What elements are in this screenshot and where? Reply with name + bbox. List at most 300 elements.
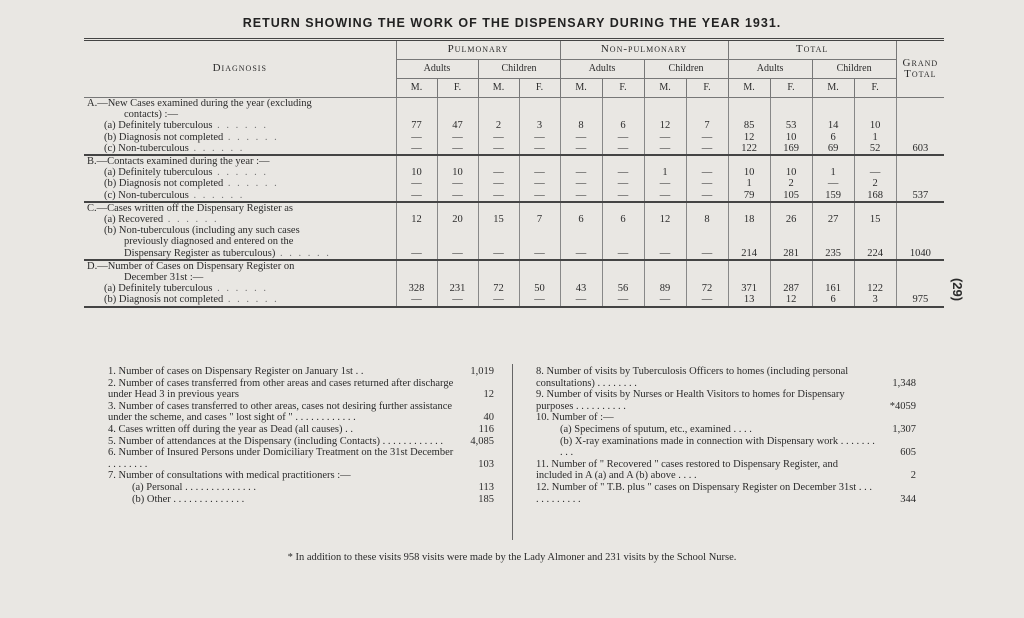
- table-cell: —: [478, 248, 519, 260]
- table-cell: [728, 260, 770, 272]
- table-cell: [686, 272, 728, 283]
- note-text: 12. Number of " T.B. plus " cases on Dispensary Register on December 31st . . . . . . . . . . . .: [536, 481, 872, 505]
- notes-left: [108, 366, 494, 505]
- table-cell: 168: [854, 190, 896, 202]
- table-cell: [728, 272, 770, 283]
- table-cell: 20: [437, 214, 478, 225]
- table-cell: 169: [770, 143, 812, 155]
- note-item: [536, 459, 916, 482]
- row-label-text: B.—Contacts examined during the year :—: [87, 156, 270, 168]
- table-cell: —: [396, 190, 437, 202]
- note-item: [536, 436, 916, 459]
- table-row: [84, 236, 944, 247]
- row-label: [84, 294, 396, 306]
- table-cell: [478, 202, 519, 214]
- row-label-text: Dispensary Register as tuberculous): [124, 247, 276, 259]
- table-cell: —: [437, 132, 478, 143]
- note-text: 9. Number of visits by Nurses or Health Visitors to homes for Dispensary purposes . . . . . . . . . .: [536, 389, 845, 412]
- header-f: F.: [770, 79, 812, 98]
- table-cell: [519, 260, 560, 272]
- table-cell: —: [560, 178, 602, 189]
- table-cell: 12: [644, 120, 686, 131]
- header-f: F.: [854, 79, 896, 98]
- table-cell: —: [396, 143, 437, 155]
- note-item: [536, 389, 916, 412]
- table-cell: [478, 98, 519, 110]
- table-cell: [770, 225, 812, 236]
- row-label-text: (c) Non-tuberculous: [104, 189, 189, 201]
- table-cell: [437, 260, 478, 272]
- row-label: [84, 248, 396, 260]
- table-cell: 1: [854, 132, 896, 143]
- header-grand-total: Grand Total: [896, 40, 944, 98]
- table-cell: [728, 202, 770, 214]
- table-cell: 50: [519, 283, 560, 294]
- table-cell: [854, 272, 896, 283]
- table-cell: —: [560, 167, 602, 178]
- leader-dots: . . . . . .: [223, 178, 279, 190]
- table-cell: —: [478, 132, 519, 143]
- table-row: [84, 190, 944, 202]
- table-cell: 122: [854, 283, 896, 294]
- row-label: [84, 272, 396, 283]
- table-cell: [396, 236, 437, 247]
- table-cell: [602, 272, 644, 283]
- note-text: 5. Number of attendances at the Dispensary (including Contacts) . . . . . . . . . . . .: [108, 435, 444, 447]
- table-cell: —: [602, 248, 644, 260]
- table-cell: [686, 260, 728, 272]
- table-cell: 161: [812, 283, 854, 294]
- table-cell: 79: [728, 190, 770, 202]
- table-cell: 85: [728, 120, 770, 131]
- table-cell: 77: [396, 120, 437, 131]
- row-label: [84, 283, 396, 294]
- grand-total-cell: [896, 120, 944, 131]
- leader-dots: . . . . . .: [223, 294, 279, 306]
- row-label: [84, 155, 396, 167]
- row-label: [84, 225, 396, 236]
- note-value: 344: [900, 493, 916, 505]
- table-cell: —: [519, 190, 560, 202]
- note-text: 8. Number of visits by Tuberculosis Officers to homes (including personal consultations) . . . . . . . .: [536, 366, 849, 389]
- grand-total-cell: [896, 236, 944, 247]
- note-value: 4,085: [470, 435, 494, 447]
- note-value: 40: [483, 412, 494, 424]
- header-m: M.: [728, 79, 770, 98]
- table-cell: 15: [478, 214, 519, 225]
- table-cell: 53: [770, 120, 812, 131]
- table-cell: —: [519, 167, 560, 178]
- grand-total-cell: 537: [896, 190, 944, 202]
- table-cell: [519, 272, 560, 283]
- table-cell: [560, 155, 602, 167]
- note-value: *4059: [889, 400, 916, 412]
- table-cell: [644, 109, 686, 120]
- note-item: [108, 494, 494, 506]
- grand-total-cell: [896, 109, 944, 120]
- table-cell: 6: [602, 120, 644, 131]
- table-cell: —: [602, 294, 644, 306]
- row-label: [84, 260, 396, 272]
- table-cell: [478, 225, 519, 236]
- table-cell: [854, 109, 896, 120]
- table-cell: —: [644, 178, 686, 189]
- table-row: [84, 98, 944, 110]
- table-cell: 15: [854, 214, 896, 225]
- table-cell: —: [644, 294, 686, 306]
- header-non-pulmonary: Non-pulmonary: [560, 40, 728, 60]
- table-cell: [686, 98, 728, 110]
- table-cell: [854, 155, 896, 167]
- table-cell: 72: [686, 283, 728, 294]
- note-text: 2. Number of cases transferred from other areas and cases returned after discharge under Head 3 in previous years: [108, 377, 454, 401]
- table-cell: [396, 98, 437, 110]
- table-cell: —: [602, 143, 644, 155]
- table-cell: [644, 260, 686, 272]
- table-cell: 26: [770, 214, 812, 225]
- table-cell: [602, 225, 644, 236]
- page-title: RETURN SHOWING THE WORK OF THE DISPENSARY DURING THE YEAR 1931.: [242, 16, 782, 30]
- table-cell: [437, 272, 478, 283]
- header-children: Children: [644, 60, 728, 79]
- table-cell: 52: [854, 143, 896, 155]
- note-item: [108, 436, 494, 448]
- row-label: [84, 190, 396, 202]
- table-cell: 224: [854, 248, 896, 260]
- header-m: M.: [560, 79, 602, 98]
- header-f: F.: [519, 79, 560, 98]
- table-cell: —: [686, 248, 728, 260]
- table-cell: 105: [770, 190, 812, 202]
- table-cell: 371: [728, 283, 770, 294]
- table-cell: [478, 260, 519, 272]
- grand-total-cell: [896, 98, 944, 110]
- table-cell: —: [437, 248, 478, 260]
- table-cell: —: [519, 248, 560, 260]
- table-cell: 159: [812, 190, 854, 202]
- table-cell: [812, 225, 854, 236]
- table-cell: [396, 225, 437, 236]
- table-cell: [560, 202, 602, 214]
- table-cell: 69: [812, 143, 854, 155]
- table-row: [84, 132, 944, 143]
- note-value: 185: [478, 493, 494, 505]
- row-label-text: (a) Definitely tuberculous: [104, 283, 213, 295]
- table-cell: —: [560, 248, 602, 260]
- table-cell: 56: [602, 283, 644, 294]
- table-cell: 13: [728, 294, 770, 306]
- note-text: 7. Number of consultations with medical practitioners :—: [108, 470, 351, 482]
- table-cell: [644, 236, 686, 247]
- table-cell: —: [602, 178, 644, 189]
- table-cell: —: [519, 178, 560, 189]
- note-text: 4. Cases written off during the year as Dead (all causes) . .: [108, 423, 354, 435]
- header-m: M.: [644, 79, 686, 98]
- table-cell: [854, 202, 896, 214]
- table-cell: [644, 272, 686, 283]
- table-cell: [519, 98, 560, 110]
- table-cell: [478, 236, 519, 247]
- row-label: [84, 214, 396, 225]
- table-cell: [602, 109, 644, 120]
- grand-total-cell: [896, 178, 944, 189]
- table-cell: [437, 155, 478, 167]
- table-cell: [728, 225, 770, 236]
- table-cell: [854, 225, 896, 236]
- note-item: [108, 378, 494, 401]
- table-cell: [644, 202, 686, 214]
- note-item: [536, 412, 916, 424]
- row-label-text: (c) Non-tuberculous: [104, 142, 189, 154]
- table-cell: —: [560, 190, 602, 202]
- table-cell: —: [437, 294, 478, 306]
- table-cell: [437, 109, 478, 120]
- row-label: [84, 202, 396, 214]
- table-cell: —: [478, 178, 519, 189]
- table-cell: —: [644, 248, 686, 260]
- header-f: F.: [437, 79, 478, 98]
- table-cell: —: [437, 190, 478, 202]
- table-cell: —: [644, 190, 686, 202]
- note-item: [108, 470, 494, 482]
- table-cell: 2: [478, 120, 519, 131]
- table-cell: 72: [478, 283, 519, 294]
- table-cell: [602, 202, 644, 214]
- table-cell: —: [686, 190, 728, 202]
- table-cell: 8: [686, 214, 728, 225]
- table-cell: —: [519, 294, 560, 306]
- row-label: [84, 178, 396, 189]
- table-cell: [519, 236, 560, 247]
- table-cell: [686, 202, 728, 214]
- table-cell: [602, 98, 644, 110]
- table-cell: [728, 155, 770, 167]
- row-label-text: (a) Definitely tuberculous: [104, 167, 213, 179]
- table-cell: 12: [396, 214, 437, 225]
- table-row: [84, 120, 944, 131]
- table-cell: —: [602, 132, 644, 143]
- table-row: [84, 248, 944, 260]
- table-cell: 235: [812, 248, 854, 260]
- table-cell: —: [437, 143, 478, 155]
- row-label-text: (b) Diagnosis not completed: [104, 178, 224, 190]
- table-row: [84, 272, 944, 283]
- table-cell: [728, 98, 770, 110]
- table-cell: 47: [437, 120, 478, 131]
- table-cell: 1: [728, 178, 770, 189]
- page-number: (29): [950, 277, 966, 302]
- note-item: [108, 401, 494, 424]
- grand-total-cell: [896, 214, 944, 225]
- table-cell: 10: [396, 167, 437, 178]
- table-row: [84, 202, 944, 214]
- table-cell: [812, 272, 854, 283]
- row-label-text: (a) Recovered: [104, 214, 164, 226]
- table-cell: 12: [770, 294, 812, 306]
- grand-total-cell: 1040: [896, 248, 944, 260]
- header-children: Children: [478, 60, 560, 79]
- table-cell: —: [686, 132, 728, 143]
- note-item: [536, 424, 916, 436]
- table-cell: 214: [728, 248, 770, 260]
- row-label-text: (b) Diagnosis not completed: [104, 294, 224, 306]
- row-label-text: C.—Cases written off the Dispensary Register as: [87, 202, 293, 214]
- table-row: [84, 167, 944, 178]
- table-row: [84, 143, 944, 155]
- header-m: M.: [478, 79, 519, 98]
- table-row: [84, 283, 944, 294]
- table-cell: —: [396, 132, 437, 143]
- table-cell: 1: [644, 167, 686, 178]
- table-cell: [560, 98, 602, 110]
- table-cell: 2: [854, 178, 896, 189]
- header-adults: Adults: [728, 60, 812, 79]
- table-cell: —: [478, 190, 519, 202]
- table-cell: [812, 155, 854, 167]
- table-cell: [396, 155, 437, 167]
- grand-total-cell: [896, 202, 944, 214]
- table-cell: [770, 155, 812, 167]
- row-label-text: (a) Definitely tuberculous: [104, 120, 213, 132]
- row-label-text: A.—New Cases examined during the year (excluding: [87, 98, 312, 109]
- grand-total-cell: [896, 225, 944, 236]
- table-cell: —: [478, 143, 519, 155]
- table-cell: 7: [519, 214, 560, 225]
- table-cell: [396, 272, 437, 283]
- row-label-text: previously diagnosed and entered on the: [124, 236, 294, 248]
- table-cell: 12: [644, 214, 686, 225]
- leader-dots: . . . . . .: [188, 189, 245, 201]
- table-cell: [396, 260, 437, 272]
- note-item: [108, 424, 494, 436]
- table-row: [84, 260, 944, 272]
- table-cell: [519, 202, 560, 214]
- leader-dots: . . . . . .: [275, 247, 331, 259]
- note-item: [108, 482, 494, 494]
- table-cell: 6: [812, 132, 854, 143]
- note-text: (b) X-ray examinations made in connection with Dispensary work . . . . . . . . . .: [560, 435, 875, 459]
- row-label: [84, 167, 396, 178]
- table-cell: [560, 109, 602, 120]
- header-total: Total: [728, 40, 896, 60]
- note-item: [108, 447, 494, 470]
- header-adults: Adults: [396, 60, 478, 79]
- row-label-text: December 31st :—: [124, 272, 204, 284]
- table-cell: —: [396, 294, 437, 306]
- table-cell: —: [602, 190, 644, 202]
- header-children: Children: [812, 60, 896, 79]
- table-cell: 10: [728, 167, 770, 178]
- table-cell: [478, 109, 519, 120]
- table-cell: [770, 98, 812, 110]
- table-cell: 18: [728, 214, 770, 225]
- table-cell: —: [396, 178, 437, 189]
- header-pulmonary: Pulmonary: [396, 40, 560, 60]
- row-label-text: (b) Diagnosis not completed: [104, 131, 224, 143]
- table-cell: 12: [728, 132, 770, 143]
- table-cell: —: [478, 167, 519, 178]
- table-cell: 14: [812, 120, 854, 131]
- table-cell: [770, 272, 812, 283]
- note-item: [536, 482, 916, 505]
- note-text: 3. Number of cases transferred to other areas, cases not desiring further assistance under the scheme, and cases " lost sight of " . . . . . . . . . . . .: [108, 400, 453, 424]
- grand-total-cell: [896, 260, 944, 272]
- note-value: 605: [900, 447, 916, 459]
- header-f: F.: [686, 79, 728, 98]
- table-cell: 328: [396, 283, 437, 294]
- grand-total-cell: [896, 272, 944, 283]
- grand-total-cell: [896, 167, 944, 178]
- table-cell: [560, 225, 602, 236]
- table-cell: 122: [728, 143, 770, 155]
- table-cell: —: [644, 132, 686, 143]
- table-cell: [686, 225, 728, 236]
- table-row: [84, 155, 944, 167]
- row-label: [84, 236, 396, 247]
- table-cell: [602, 155, 644, 167]
- table-cell: [644, 98, 686, 110]
- table-cell: —: [519, 132, 560, 143]
- table-cell: [812, 109, 854, 120]
- row-label: [84, 132, 396, 143]
- note-value: 116: [478, 423, 494, 435]
- table-cell: [728, 109, 770, 120]
- table-cell: 3: [854, 294, 896, 306]
- grand-total-cell: 975: [896, 294, 944, 306]
- leader-dots: . . . . . .: [188, 142, 245, 154]
- table-cell: 6: [560, 214, 602, 225]
- table-cell: 43: [560, 283, 602, 294]
- table-cell: [437, 98, 478, 110]
- note-value: 103: [478, 458, 494, 470]
- note-item: [108, 366, 494, 378]
- table-cell: —: [812, 178, 854, 189]
- table-cell: [686, 155, 728, 167]
- table-cell: 6: [812, 294, 854, 306]
- note-text: (a) Personal . . . . . . . . . . . . . .: [132, 481, 256, 493]
- leader-dots: . . . . . .: [212, 120, 268, 132]
- table-cell: [519, 225, 560, 236]
- header-m: M.: [396, 79, 437, 98]
- table-cell: 1: [812, 167, 854, 178]
- table-cell: [560, 260, 602, 272]
- table-cell: 8: [560, 120, 602, 131]
- grand-total-cell: 603: [896, 143, 944, 155]
- table-cell: 281: [770, 248, 812, 260]
- table-cell: 10: [770, 167, 812, 178]
- leader-dots: . . . . . .: [223, 131, 279, 143]
- leader-dots: . . . . . .: [212, 167, 268, 179]
- table-cell: [396, 202, 437, 214]
- leader-dots: . . . . . .: [212, 283, 268, 295]
- header-m: M.: [812, 79, 854, 98]
- table-cell: [478, 155, 519, 167]
- note-value: 113: [478, 481, 494, 493]
- row-label-text: D.—Number of Cases on Dispensary Register on: [87, 260, 295, 272]
- table-row: [84, 178, 944, 189]
- table-cell: [686, 236, 728, 247]
- table-cell: [770, 236, 812, 247]
- table-cell: —: [854, 167, 896, 178]
- table-cell: [602, 236, 644, 247]
- table-cell: 3: [519, 120, 560, 131]
- note-value: 1,019: [470, 366, 494, 377]
- table-cell: [812, 260, 854, 272]
- note-text: 1. Number of cases on Dispensary Register on January 1st . .: [108, 366, 364, 377]
- table-cell: —: [686, 178, 728, 189]
- note-value: 1,307: [892, 423, 916, 435]
- table-cell: [728, 236, 770, 247]
